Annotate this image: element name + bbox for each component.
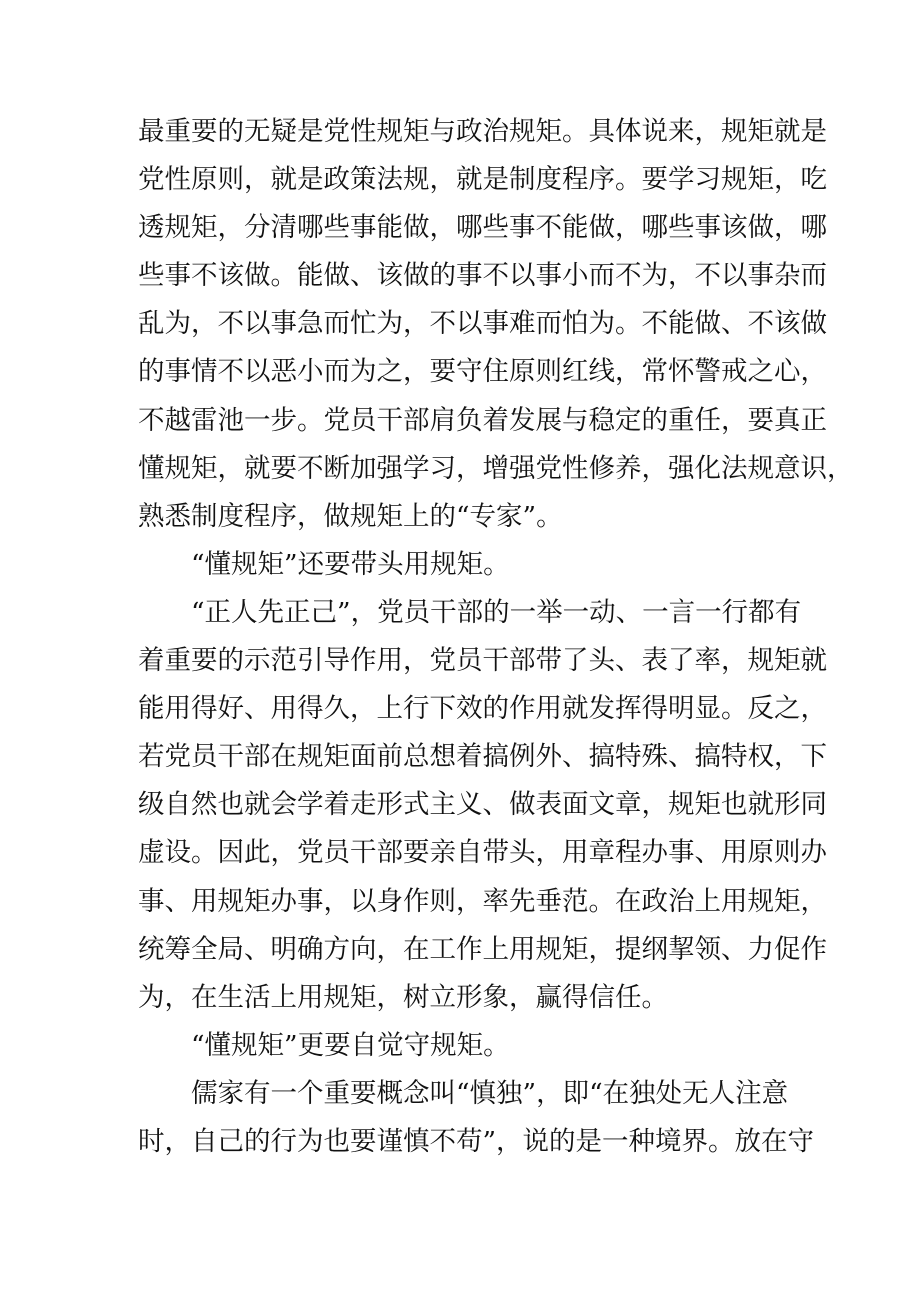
text-line: 时，自己的行为也要谨慎不苟”，说的是一种境界。放在守 bbox=[138, 1125, 815, 1157]
text-line: 乱为，不以事急而忙为，不以事难而怕为。不能做、不该做 bbox=[138, 308, 827, 340]
text-line: 若党员干部在规矩面前总想着搞例外、搞特殊、搞特权，下 bbox=[138, 741, 827, 773]
text-line: 事、用规矩办事，以身作则，率先垂范。在政治上用规矩， bbox=[138, 885, 827, 917]
text-line: 不越雷池一步。党员干部肩负着发展与稳定的重任，要真正 bbox=[138, 404, 827, 436]
text-line: 虚设。因此，党员干部要亲自带头，用章程办事、用原则办 bbox=[138, 837, 827, 869]
text-line: 能用得好、用得久，上行下效的作用就发挥得明显。反之， bbox=[138, 693, 827, 725]
text-line: 为，在生活上用规矩，树立形象，赢得信任。 bbox=[138, 981, 668, 1013]
text-line: 着重要的示范引导作用，党员干部带了头、表了率，规矩就 bbox=[138, 645, 827, 677]
text-line: 熟悉制度程序，做规矩上的“专家”。 bbox=[138, 500, 563, 532]
text-line: 统筹全局、明确方向，在工作上用规矩，提纲挈领、力促作 bbox=[138, 933, 827, 965]
text-line: “正人先正己”，党员干部的一举一动、一言一行都有 bbox=[191, 596, 802, 628]
text-line: 的事情不以恶小而为之，要守住原则红线，常怀警戒之心， bbox=[138, 356, 827, 388]
text-line: 最重要的无疑是党性规矩与政治规矩。具体说来，规矩就是 bbox=[138, 116, 827, 147]
text-line: 懂规矩，就要不断加强学习，增强党性修养，强化法规意识， bbox=[138, 452, 854, 484]
text-line: “懂规矩”更要自觉守规矩。 bbox=[191, 1029, 510, 1061]
text-line: 级自然也就会学着走形式主义、做表面文章，规矩也就形同 bbox=[138, 789, 827, 821]
text-line: 透规矩，分清哪些事能做，哪些事不能做，哪些事该做，哪 bbox=[138, 212, 827, 244]
text-line: 党性原则，就是政策法规，就是制度程序。要学习规矩，吃 bbox=[138, 164, 827, 196]
text-line: “懂规矩”还要带头用规矩。 bbox=[191, 548, 510, 580]
text-line: 儒家有一个重要概念叫“慎独”，即“在独处无人注意 bbox=[191, 1077, 789, 1109]
text-line: 些事不该做。能做、该做的事不以事小而不为，不以事杂而 bbox=[138, 260, 827, 292]
document-body bbox=[138, 108, 854, 1166]
